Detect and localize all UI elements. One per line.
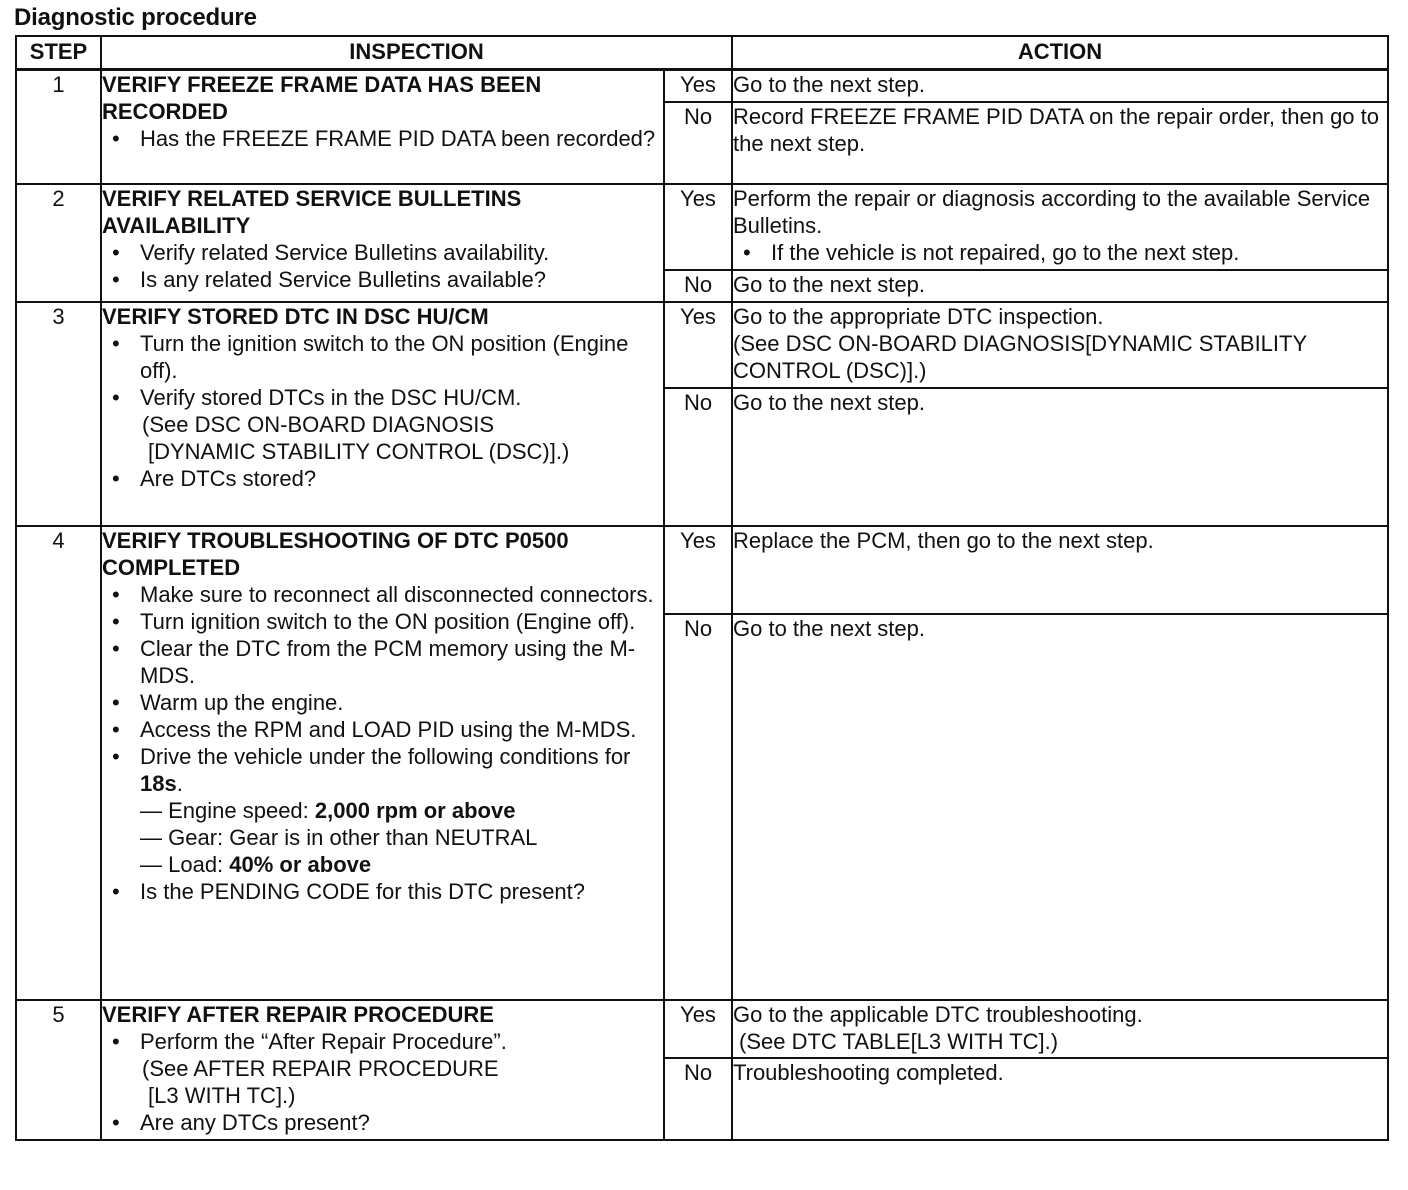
reference-link[interactable]: [L3 WITH TC].) <box>148 1083 296 1108</box>
inspection-bullet: • Access the RPM and LOAD PID using the M-MDS. <box>102 716 663 743</box>
page-title: Diagnostic procedure <box>14 4 257 31</box>
yes-label: Yes <box>664 302 732 388</box>
no-action: Record FREEZE FRAME PID DATA on the repair order, then go to the next step. <box>732 102 1388 184</box>
yes-action: Replace the PCM, then go to the next step. <box>732 526 1388 614</box>
inspection-bullets <box>102 330 663 492</box>
action-bullets <box>733 239 1387 266</box>
yes-action: Go to the next step. <box>732 70 1388 103</box>
inspection-bullet-text: Verify stored DTCs in the DSC HU/CM. <box>140 385 522 410</box>
yes-action-cell <box>732 184 1388 270</box>
no-label: No <box>664 1058 732 1140</box>
diagnostic-procedure-table <box>15 35 1389 1141</box>
yes-action: Perform the repair or diagnosis according to the available Service Bulletins. <box>733 186 1371 238</box>
reference-link[interactable]: (See DSC ON-BOARD DIAGNOSIS <box>142 412 495 437</box>
table-row <box>16 1000 1388 1058</box>
inspection-bullet: • Has the FREEZE FRAME PID DATA been recorded? <box>102 125 663 152</box>
inspection-bullet: • Are any DTCs present? <box>102 1109 663 1136</box>
inspection-cell <box>101 70 664 185</box>
inspection-cell <box>101 184 664 302</box>
inspection-bullet-text: Perform the “After Repair Procedure”. <box>140 1029 507 1054</box>
inspection-heading: VERIFY RELATED SERVICE BULLETINS AVAILABILITY <box>102 186 522 238</box>
step-number: 2 <box>16 184 101 302</box>
inspection-bullet: • Are DTCs stored? <box>102 465 663 492</box>
inspection-heading: VERIFY TROUBLESHOOTING OF DTC P0500 COMPLETED <box>102 528 569 580</box>
action-bullet: • If the vehicle is not repaired, go to the next step. <box>733 239 1387 266</box>
no-label: No <box>664 614 732 1000</box>
inspection-cell <box>101 526 664 1000</box>
inspection-bullet: • Is the PENDING CODE for this DTC present? <box>102 878 663 905</box>
header-action: ACTION <box>732 36 1388 70</box>
inspection-bullet: • Turn ignition switch to the ON position (Engine off). <box>102 608 663 635</box>
inspection-bullets <box>102 125 663 152</box>
no-action: Troubleshooting completed. <box>732 1058 1388 1140</box>
inspection-bullet: • Is any related Service Bulletins available? <box>102 266 663 293</box>
yes-action-cell <box>732 302 1388 388</box>
yes-label: Yes <box>664 1000 732 1058</box>
no-action: Go to the next step. <box>732 270 1388 302</box>
inspection-bullet <box>102 384 663 465</box>
yes-label: Yes <box>664 526 732 614</box>
inspection-bullet: • Warm up the engine. <box>102 689 663 716</box>
inspection-bullet: • Verify related Service Bulletins availability. <box>102 239 663 266</box>
condition-gear: — Gear: Gear is in other than NEUTRAL <box>140 825 538 850</box>
inspection-bullets <box>102 1028 663 1136</box>
header-inspection: INSPECTION <box>101 36 732 70</box>
reference-link[interactable]: (See DTC TABLE[L3 WITH TC].) <box>739 1029 1059 1054</box>
table-header-row <box>16 36 1388 70</box>
yes-action: Go to the applicable DTC troubleshooting. <box>733 1002 1143 1027</box>
no-action: Go to the next step. <box>732 614 1388 1000</box>
table-row <box>16 70 1388 103</box>
reference-link[interactable]: (See DSC ON-BOARD DIAGNOSIS[DYNAMIC STABILITY CONTROL (DSC)].) <box>733 331 1307 383</box>
yes-label: Yes <box>664 70 732 103</box>
no-label: No <box>664 102 732 184</box>
inspection-heading: VERIFY STORED DTC IN DSC HU/CM <box>102 304 489 329</box>
reference-link[interactable]: [DYNAMIC STABILITY CONTROL (DSC)].) <box>148 439 570 464</box>
table-row <box>16 302 1388 388</box>
inspection-heading: VERIFY FREEZE FRAME DATA HAS BEEN RECORDED <box>102 72 542 124</box>
inspection-bullet <box>102 1028 663 1109</box>
inspection-cell <box>101 302 664 526</box>
inspection-bullet: • Make sure to reconnect all disconnected connectors. <box>102 581 663 608</box>
no-label: No <box>664 388 732 526</box>
inspection-bullet <box>102 743 663 878</box>
inspection-bullets <box>102 581 663 905</box>
punctuation: . <box>176 771 183 796</box>
table-row <box>16 526 1388 614</box>
inspection-bullet: • Turn the ignition switch to the ON position (Engine off). <box>102 330 663 384</box>
step-number: 5 <box>16 1000 101 1140</box>
inspection-bullet: • Clear the DTC from the PCM memory using the M-MDS. <box>102 635 663 689</box>
no-action: Go to the next step. <box>732 388 1388 526</box>
step-number: 3 <box>16 302 101 526</box>
duration-value: 18s <box>140 771 177 796</box>
reference-link[interactable]: (See AFTER REPAIR PROCEDURE <box>142 1056 499 1081</box>
inspection-bullet-text: Drive the vehicle under the following conditions for <box>140 744 631 769</box>
inspection-bullets <box>102 239 663 293</box>
inspection-cell <box>101 1000 664 1140</box>
condition-engine-speed: — Engine speed: 2,000 rpm or above <box>140 798 516 823</box>
step-number: 1 <box>16 70 101 185</box>
header-step: STEP <box>16 36 101 70</box>
yes-action-cell <box>732 1000 1388 1058</box>
yes-action: Go to the appropriate DTC inspection. <box>733 304 1104 329</box>
inspection-heading: VERIFY AFTER REPAIR PROCEDURE <box>102 1002 494 1027</box>
condition-load: — Load: 40% or above <box>140 852 372 877</box>
yes-label: Yes <box>664 184 732 270</box>
no-label: No <box>664 270 732 302</box>
step-number: 4 <box>16 526 101 1000</box>
table-row <box>16 184 1388 270</box>
